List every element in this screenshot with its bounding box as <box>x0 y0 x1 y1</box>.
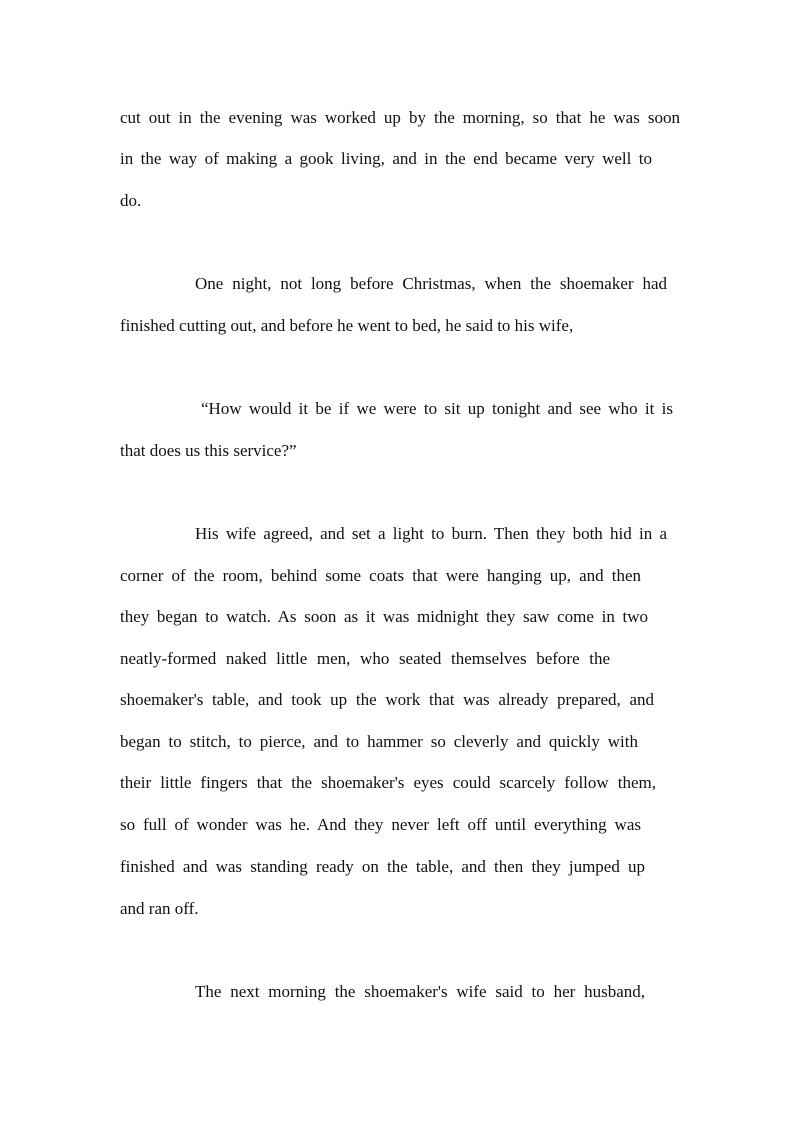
text-line: finished and was standing ready on the table, and then they jumped up <box>120 857 645 876</box>
text-line: began to stitch, to pierce, and to hammer so cleverly and quickly with <box>120 732 638 751</box>
text-line: neatly-formed naked little men, who seated themselves before the <box>120 649 610 668</box>
text-line: their little fingers that the shoemaker's eyes could scarcely follow them, <box>120 773 656 792</box>
text-line: they began to watch. As soon as it was midnight they saw come in two <box>120 607 648 626</box>
text-line: shoemaker's table, and took up the work that was already prepared, and <box>120 690 654 709</box>
text-line: that does us this service?” <box>120 441 297 460</box>
text-line: do. <box>120 191 142 210</box>
text-line: finished cutting out, and before he went to bed, he said to his wife, <box>120 316 574 335</box>
text-line: corner of the room, behind some coats that were hanging up, and then <box>120 566 641 585</box>
paragraph-first-line: His wife agreed, and set a light to burn. Then they both hid in a <box>195 524 667 543</box>
text-line: in the way of making a gook living, and in the end became very well to <box>120 149 652 168</box>
text-line: cut out in the evening was worked up by the morning, so that he was soon <box>120 108 680 127</box>
text-line: and ran off. <box>120 899 199 918</box>
paragraph-first-line: The next morning the shoemaker's wife said to her husband, <box>195 982 645 1001</box>
quote-first-line: “How would it be if we were to sit up tonight and see who it is <box>201 399 673 418</box>
text-line: so full of wonder was he. And they never left off until everything was <box>120 815 641 834</box>
paragraph-first-line: One night, not long before Christmas, when the shoemaker had <box>195 274 667 293</box>
